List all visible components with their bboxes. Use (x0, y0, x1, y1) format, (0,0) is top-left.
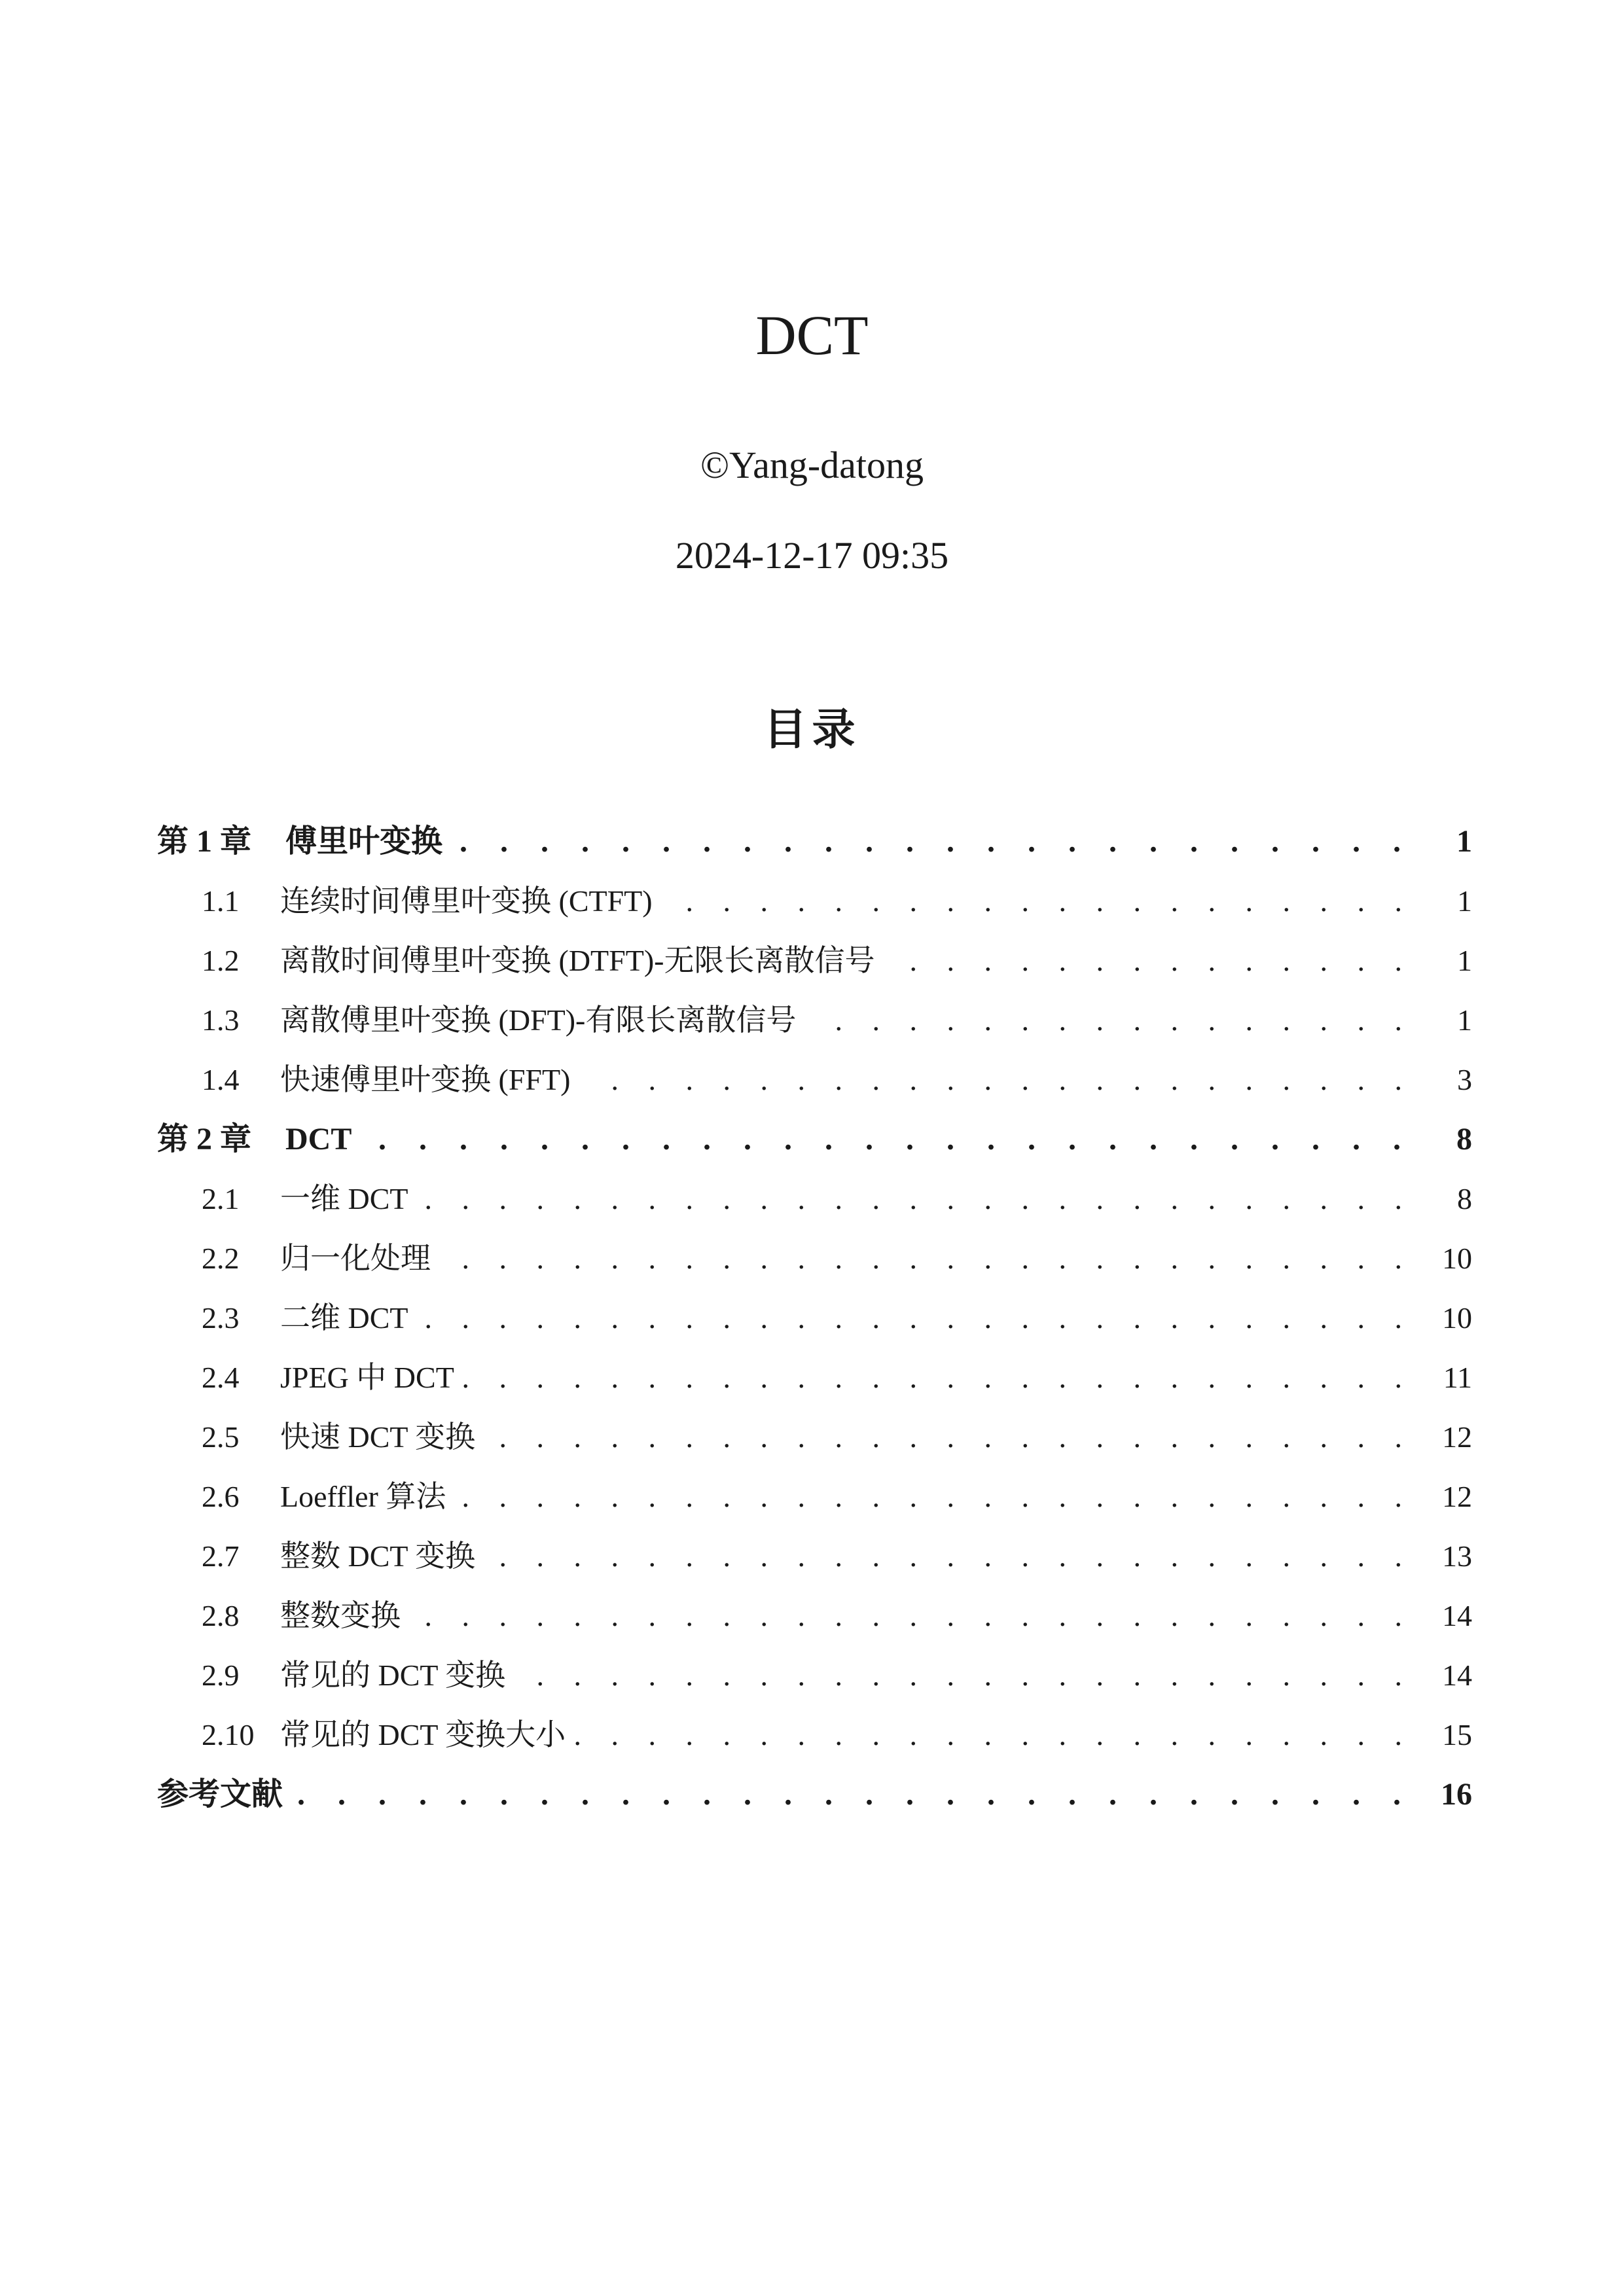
toc-number: 2.6 (202, 1479, 240, 1513)
toc-number: 2.10 (202, 1717, 255, 1751)
toc-number: 1.4 (202, 1062, 240, 1096)
toc-dot-leader (575, 1715, 1413, 1755)
toc-number: 2.5 (202, 1420, 240, 1454)
toc-label: Loeffler 算法 (280, 1479, 446, 1513)
toc-number: 第 2 章 (157, 1121, 252, 1157)
toc-section-2-1[interactable] (157, 1169, 1472, 1229)
toc-dot-leader (662, 882, 1413, 921)
toc-number: 2.8 (202, 1598, 240, 1632)
toc-section-1-1[interactable] (157, 871, 1472, 931)
toc-page-number: 11 (1443, 1360, 1472, 1394)
toc-section-1-2[interactable] (157, 931, 1472, 990)
toc-chapter-1[interactable] (157, 812, 1472, 871)
toc-label: JPEG 中 DCT (280, 1360, 454, 1394)
toc-heading: 目录 (763, 706, 861, 754)
toc-label: 归一化处理 (280, 1241, 431, 1275)
toc-dot-leader (884, 941, 1413, 980)
toc-label: 整数变换 (280, 1598, 401, 1632)
toc-page-number: 3 (1457, 1062, 1472, 1096)
toc-label: 离散傅里叶变换 (DFT)-有限长离散信号 (280, 1003, 797, 1037)
document-date: 2024-12-17 09:35 (675, 534, 949, 577)
toc-page-number: 15 (1442, 1717, 1472, 1751)
toc-dot-leader (579, 1060, 1413, 1100)
toc-label: 常见的 DCT 变换 (280, 1658, 506, 1692)
toc-label: 一维 DCT (280, 1181, 408, 1215)
toc-number: 2.4 (202, 1360, 240, 1394)
toc-label: 二维 DCT (280, 1300, 408, 1335)
toc-dot-leader (484, 1418, 1413, 1457)
toc-dot-leader (292, 1775, 1413, 1814)
toc-page-number: 8 (1456, 1121, 1472, 1157)
toc-label: 常见的 DCT 变换大小 (280, 1717, 566, 1751)
toc-section-2-5[interactable] (157, 1407, 1472, 1467)
toc-chapter-2[interactable] (157, 1109, 1472, 1169)
toc-section-2-9[interactable] (157, 1645, 1472, 1705)
toc-page-number: 8 (1457, 1181, 1472, 1215)
toc-dot-leader (361, 1120, 1413, 1159)
table-of-contents (157, 812, 1472, 1824)
toc-label: 连续时间傅里叶变换 (CTFT) (280, 884, 653, 918)
toc-section-1-3[interactable] (157, 990, 1472, 1050)
toc-page-number: 10 (1442, 1300, 1472, 1335)
toc-label: 傅里叶变换 (285, 823, 443, 859)
toc-number: 2.7 (202, 1539, 240, 1573)
toc-page-number: 13 (1442, 1539, 1472, 1573)
toc-label: 离散时间傅里叶变换 (DTFT)-无限长离散信号 (280, 943, 875, 977)
toc-section-2-10[interactable] (157, 1705, 1472, 1765)
toc-dot-leader (455, 1477, 1413, 1516)
toc-page-number: 10 (1442, 1241, 1472, 1275)
document-title: DCT (755, 304, 869, 367)
toc-section-2-6[interactable] (157, 1467, 1472, 1526)
toc-page-number: 12 (1442, 1479, 1472, 1513)
document-author: ©Yang-datong (700, 444, 924, 486)
toc-dot-leader (484, 1537, 1413, 1576)
toc-page-number: 1 (1457, 884, 1472, 918)
toc-label: DCT (285, 1121, 352, 1157)
toc-label: 快速 DCT 变换 (280, 1420, 476, 1454)
toc-dot-leader (410, 1596, 1413, 1636)
toc-page-number: 14 (1442, 1598, 1472, 1632)
toc-section-2-7[interactable] (157, 1526, 1472, 1586)
toc-dot-leader (514, 1656, 1413, 1695)
toc-dot-leader (418, 1179, 1414, 1219)
toc-section-2-4[interactable] (157, 1348, 1472, 1407)
toc-number: 第 1 章 (157, 823, 252, 859)
toc-page-number: 1 (1457, 1003, 1472, 1037)
toc-number: 2.2 (202, 1241, 240, 1275)
toc-number: 1.1 (202, 884, 240, 918)
toc-number: 1.2 (202, 943, 240, 977)
toc-references[interactable] (157, 1765, 1472, 1824)
toc-section-2-3[interactable] (157, 1288, 1472, 1348)
toc-number: 2.3 (202, 1300, 240, 1335)
toc-dot-leader (418, 1299, 1414, 1338)
toc-section-1-4[interactable] (157, 1050, 1472, 1109)
toc-number: 2.9 (202, 1658, 240, 1692)
toc-page-number: 16 (1441, 1776, 1472, 1812)
toc-section-2-8[interactable] (157, 1586, 1472, 1645)
toc-section-2-2[interactable] (157, 1229, 1472, 1288)
toc-dot-leader (463, 1358, 1413, 1397)
toc-page-number: 1 (1457, 943, 1472, 977)
toc-label: 整数 DCT 变换 (280, 1539, 476, 1573)
toc-number: 1.3 (202, 1003, 240, 1037)
toc-page-number: 12 (1442, 1420, 1472, 1454)
toc-label: 参考文献 (157, 1776, 283, 1812)
toc-label: 快速傅里叶变换 (FFT) (280, 1062, 571, 1096)
toc-dot-leader (440, 1239, 1413, 1278)
toc-page-number: 14 (1442, 1658, 1472, 1692)
toc-number: 2.1 (202, 1181, 240, 1215)
toc-page-number: 1 (1456, 823, 1472, 859)
toc-dot-leader (805, 1001, 1413, 1040)
toc-dot-leader (452, 822, 1413, 861)
